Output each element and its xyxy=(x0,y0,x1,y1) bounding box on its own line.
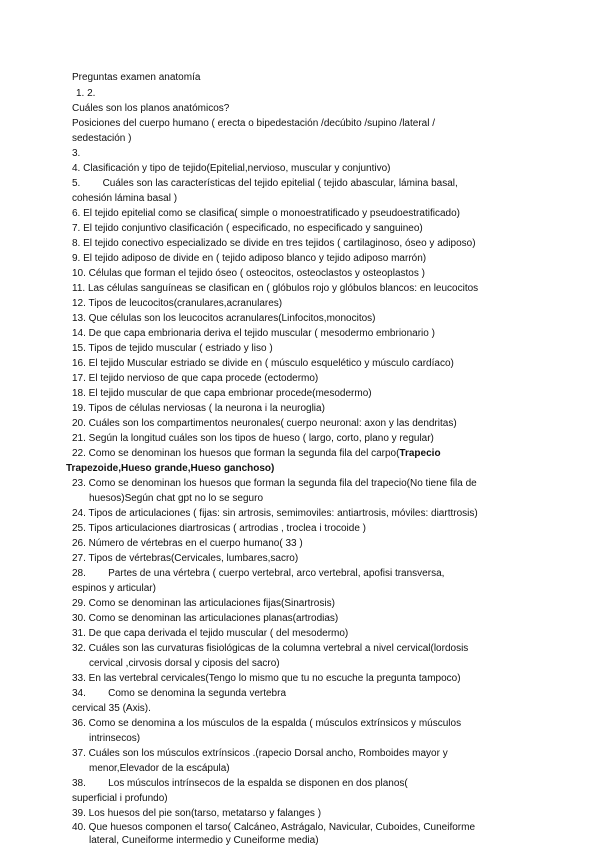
line-39: cervical ,cirvosis dorsal y ciposis del sacro) xyxy=(89,658,280,669)
line-30: 25. Tipos articulaciones diartrosicas ( artrodias , troclea i trocoide ) xyxy=(72,523,367,534)
line-48: superficial i profundo) xyxy=(72,793,168,804)
line-3: Posiciones del cuerpo humano ( erecta o bipedestación /decúbito /supino /lateral / xyxy=(72,118,436,129)
line-16: 13. Que células son los leucocitos acranulares(Linfocitos,monocitos) xyxy=(72,313,376,324)
line-33: 28. Partes de una vértebra ( cuerpo vertebral, arco vertebral, apofisi transversa, xyxy=(72,568,445,579)
line-11: 8. El tejido conectivo especializado se divide en tres tejidos ( cartilaginoso, óseo y adiposo) xyxy=(72,238,476,249)
line-49: 39. Los huesos del pie son(tarso, metatarso y falanges ) xyxy=(72,808,322,819)
line-42: cervical 35 (Axis). xyxy=(72,703,151,714)
line-25-bold: Trapecio xyxy=(399,448,441,459)
line-8: cohesión lámina basal ) xyxy=(72,193,178,204)
line-37: 31. De que capa derivada el tejido muscular ( del mesodermo) xyxy=(72,628,349,639)
line-32: 27. Tipos de vértebras(Cervicales, lumbares,sacro) xyxy=(72,553,299,564)
line-31: 26. Número de vértebras en el cuerpo humano( 33 ) xyxy=(72,538,303,549)
line-10: 7. El tejido conjuntivo clasificación ( especificado, no especificado y sanguineo) xyxy=(72,223,423,234)
line-44: intrinsecos) xyxy=(89,733,141,744)
line-7: 5. Cuáles son las características del tejido epitelial ( tejido abascular, lámina basal, xyxy=(72,178,458,189)
line-20: 17. El tejido nervioso de que capa procede (ectodermo) xyxy=(72,373,319,384)
line-4: sedestación ) xyxy=(72,133,132,144)
line-41: 34. Como se denomina la segunda vertebra xyxy=(72,688,287,699)
line-19: 16. El tejido Muscular estriado se divide en ( músculo esquelético y músculo cardíaco) xyxy=(72,358,454,369)
line-12: 9. El tejido adiposo de divide en ( tejido adiposo blanco y tejido adiposo marrón) xyxy=(72,253,427,264)
line-46: menor,Elevador de la escápula) xyxy=(89,763,230,774)
line-17: 14. De que capa embrionaria deriva el tejido muscular ( mesodermo embrionario ) xyxy=(72,328,435,339)
line-28: huesos)Según chat gpt no lo se seguro xyxy=(89,493,264,504)
line-18: 15. Tipos de tejido muscular ( estriado y liso ) xyxy=(72,343,273,354)
line-36: 30. Como se denominan las articulaciones planas(artrodias) xyxy=(72,613,339,624)
line-13: 10. Células que forman el tejido óseo ( osteocitos, osteoclastos y osteoplastos ) xyxy=(72,268,425,279)
line-45: 37. Cuáles son los músculos extrínsicos .(rapecio Dorsal ancho, Romboides mayor y xyxy=(72,748,448,759)
line-6: 4. Clasificación y tipo de tejido(Epitelial,nervioso, muscular y conjuntivo) xyxy=(72,163,391,174)
line-47: 38. Los músculos intrínsecos de la espalda se disponen en dos planos( xyxy=(72,778,408,789)
line-50: 40. Que huesos componen el tarso( Calcáneo, Astrágalo, Navicular, Cuboides, Cuneiforme xyxy=(72,822,476,833)
line-29: 24. Tipos de articulaciones ( fijas: sin artrosis, semimoviles: antiartrosis, móviles: diarttrosis) xyxy=(72,508,478,519)
line-27: 23. Como se denominan los huesos que forman la segunda fila del trapecio(No tiene fila de xyxy=(72,478,477,489)
line-34: espinos y articular) xyxy=(72,583,156,594)
document-title: Preguntas examen anatomía xyxy=(72,72,201,83)
line-14: 11. Las células sanguíneas se clasifican en ( glóbulos rojo y glóbulos blancos: en leucocitos xyxy=(72,283,479,294)
line-26: Trapezoide,Hueso grande,Hueso ganchoso) xyxy=(66,463,275,474)
line-22: 19. Tipos de células nerviosas ( la neurona i la neuroglia) xyxy=(72,403,325,414)
line-21: 18. El tejido muscular de que capa embrionar procede(mesodermo) xyxy=(72,388,372,399)
line-5: 3. xyxy=(72,148,81,159)
line-25 xyxy=(72,448,441,460)
line-25-text: 22. Como se denominan los huesos que forman la segunda fila del carpo( xyxy=(72,448,400,459)
line-23: 20. Cuáles son los compartimentos neuronales( cuerpo neuronal: axon y las dendritas) xyxy=(72,418,457,429)
line-1: 1. 2. xyxy=(76,88,96,99)
line-15: 12. Tipos de leucocitos(cranulares,acranulares) xyxy=(72,298,283,309)
line-24: 21. Según la longitud cuáles son los tipos de hueso ( largo, corto, plano y regular) xyxy=(72,433,434,444)
line-51: lateral, Cuneiforme intermedio y Cuneiforme media) xyxy=(89,835,319,846)
line-38: 32. Cuáles son las curvaturas fisiológicas de la columna vertebral a nivel cervical(lordosis xyxy=(72,643,469,654)
line-35: 29. Como se denominan las articulaciones fijas(Sinartrosis) xyxy=(72,598,335,609)
line-9: 6. El tejido epitelial como se clasifica( simple o monoestratificado y pseudoestratificado) xyxy=(72,208,460,219)
line-40: 33. En las vertebral cervicales(Tengo lo mismo que tu no escuche la pregunta tampoco) xyxy=(72,673,461,684)
line-43: 36. Como se denomina a los músculos de la espalda ( músculos extrínsicos y músculos xyxy=(72,718,462,729)
line-2: Cuáles son los planos anatómicos? xyxy=(72,103,230,114)
